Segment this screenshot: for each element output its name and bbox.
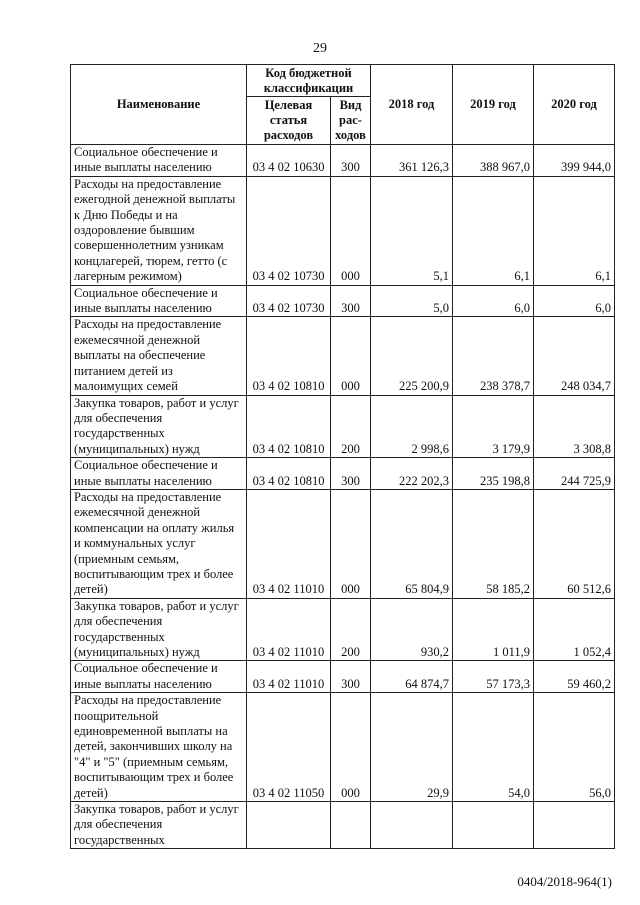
row-target-code: 03 4 02 11050 bbox=[247, 693, 331, 802]
table-row bbox=[71, 693, 615, 802]
table-row bbox=[71, 145, 615, 177]
row-kind-code bbox=[331, 802, 371, 849]
row-value-2019: 1 011,9 bbox=[453, 598, 534, 661]
row-value-2020: 248 034,7 bbox=[534, 317, 615, 395]
row-name: Социальное обеспечение и иные выплаты населению bbox=[71, 458, 247, 490]
row-value-2020: 1 052,4 bbox=[534, 598, 615, 661]
table-row bbox=[71, 317, 615, 395]
row-name: Расходы на предоставление поощрительной единовременной выплаты на детей, закончивших школу на "4" и "5" (приемным семьям, воспитывающим трех и более детей) bbox=[71, 693, 247, 802]
row-name: Социальное обеспечение и иные выплаты населению bbox=[71, 285, 247, 317]
row-target-code: 03 4 02 10810 bbox=[247, 395, 331, 458]
row-value-2018: 65 804,9 bbox=[371, 489, 453, 598]
row-target-code: 03 4 02 11010 bbox=[247, 598, 331, 661]
table-row bbox=[71, 489, 615, 598]
table-row bbox=[71, 395, 615, 458]
row-value-2020: 3 308,8 bbox=[534, 395, 615, 458]
row-value-2018: 222 202,3 bbox=[371, 458, 453, 490]
row-value-2019: 388 967,0 bbox=[453, 145, 534, 177]
row-value-2019: 6,0 bbox=[453, 285, 534, 317]
row-value-2020 bbox=[534, 802, 615, 849]
row-target-code: 03 4 02 10730 bbox=[247, 176, 331, 285]
header-2020: 2020 год bbox=[534, 65, 615, 145]
row-kind-code: 300 bbox=[331, 145, 371, 177]
row-value-2019: 235 198,8 bbox=[453, 458, 534, 490]
row-name: Расходы на предоставление ежегодной денежной выплаты к Дню Победы и на оздоровление бывшим совершеннолетним узникам концлагерей, тюрем, гетто (с лагерным режимом) bbox=[71, 176, 247, 285]
row-target-code bbox=[247, 802, 331, 849]
row-value-2019 bbox=[453, 802, 534, 849]
row-kind-code: 300 bbox=[331, 458, 371, 490]
budget-table bbox=[70, 64, 615, 849]
row-target-code: 03 4 02 11010 bbox=[247, 661, 331, 693]
row-value-2018: 930,2 bbox=[371, 598, 453, 661]
row-value-2018: 29,9 bbox=[371, 693, 453, 802]
table-row bbox=[71, 176, 615, 285]
row-name: Закупка товаров, работ и услуг для обеспечения государственных (муниципальных) нужд bbox=[71, 598, 247, 661]
row-value-2019: 238 378,7 bbox=[453, 317, 534, 395]
header-code-group: Код бюджетной классификации bbox=[247, 65, 371, 97]
row-name: Расходы на предоставление ежемесячной денежной выплаты на обеспечение питанием детей из малоимущих семей bbox=[71, 317, 247, 395]
row-name: Расходы на предоставление ежемесячной денежной компенсации на оплату жилья и коммунальных услуг (приемным семьям, воспитывающим трех и более детей) bbox=[71, 489, 247, 598]
header-row-top bbox=[71, 65, 615, 97]
document-code-footer: 0404/2018-964(1) bbox=[517, 874, 612, 889]
row-kind-code: 200 bbox=[331, 395, 371, 458]
row-target-code: 03 4 02 10810 bbox=[247, 458, 331, 490]
row-value-2019: 58 185,2 bbox=[453, 489, 534, 598]
row-name: Закупка товаров, работ и услуг для обеспечения государственных bbox=[71, 802, 247, 849]
row-kind-code: 000 bbox=[331, 176, 371, 285]
row-value-2019: 57 173,3 bbox=[453, 661, 534, 693]
row-value-2020: 244 725,9 bbox=[534, 458, 615, 490]
row-value-2018: 361 126,3 bbox=[371, 145, 453, 177]
row-name: Социальное обеспечение и иные выплаты населению bbox=[71, 145, 247, 177]
row-value-2018: 5,1 bbox=[371, 176, 453, 285]
row-kind-code: 300 bbox=[331, 285, 371, 317]
row-target-code: 03 4 02 10630 bbox=[247, 145, 331, 177]
page-number: 29 bbox=[313, 41, 327, 56]
row-value-2019: 54,0 bbox=[453, 693, 534, 802]
row-value-2020: 6,1 bbox=[534, 176, 615, 285]
table-row bbox=[71, 661, 615, 693]
row-kind-code: 200 bbox=[331, 598, 371, 661]
row-value-2020: 6,0 bbox=[534, 285, 615, 317]
table-row bbox=[71, 802, 615, 849]
header-target: Целевая статья расходов bbox=[247, 97, 331, 145]
row-value-2018: 2 998,6 bbox=[371, 395, 453, 458]
row-kind-code: 300 bbox=[331, 661, 371, 693]
row-target-code: 03 4 02 11010 bbox=[247, 489, 331, 598]
row-kind-code: 000 bbox=[331, 693, 371, 802]
header-name: Наименование bbox=[71, 65, 247, 145]
row-value-2018: 5,0 bbox=[371, 285, 453, 317]
row-target-code: 03 4 02 10810 bbox=[247, 317, 331, 395]
row-value-2018 bbox=[371, 802, 453, 849]
row-value-2018: 225 200,9 bbox=[371, 317, 453, 395]
header-2019: 2019 год bbox=[453, 65, 534, 145]
row-value-2020: 56,0 bbox=[534, 693, 615, 802]
row-value-2019: 3 179,9 bbox=[453, 395, 534, 458]
header-2018: 2018 год bbox=[371, 65, 453, 145]
row-target-code: 03 4 02 10730 bbox=[247, 285, 331, 317]
row-value-2018: 64 874,7 bbox=[371, 661, 453, 693]
row-value-2019: 6,1 bbox=[453, 176, 534, 285]
row-name: Социальное обеспечение и иные выплаты населению bbox=[71, 661, 247, 693]
row-value-2020: 60 512,6 bbox=[534, 489, 615, 598]
row-value-2020: 399 944,0 bbox=[534, 145, 615, 177]
header-kind: Вид рас-ходов bbox=[331, 97, 371, 145]
row-kind-code: 000 bbox=[331, 489, 371, 598]
row-name: Закупка товаров, работ и услуг для обеспечения государственных (муниципальных) нужд bbox=[71, 395, 247, 458]
row-kind-code: 000 bbox=[331, 317, 371, 395]
row-value-2020: 59 460,2 bbox=[534, 661, 615, 693]
table-row bbox=[71, 285, 615, 317]
table-row bbox=[71, 458, 615, 490]
table-row bbox=[71, 598, 615, 661]
